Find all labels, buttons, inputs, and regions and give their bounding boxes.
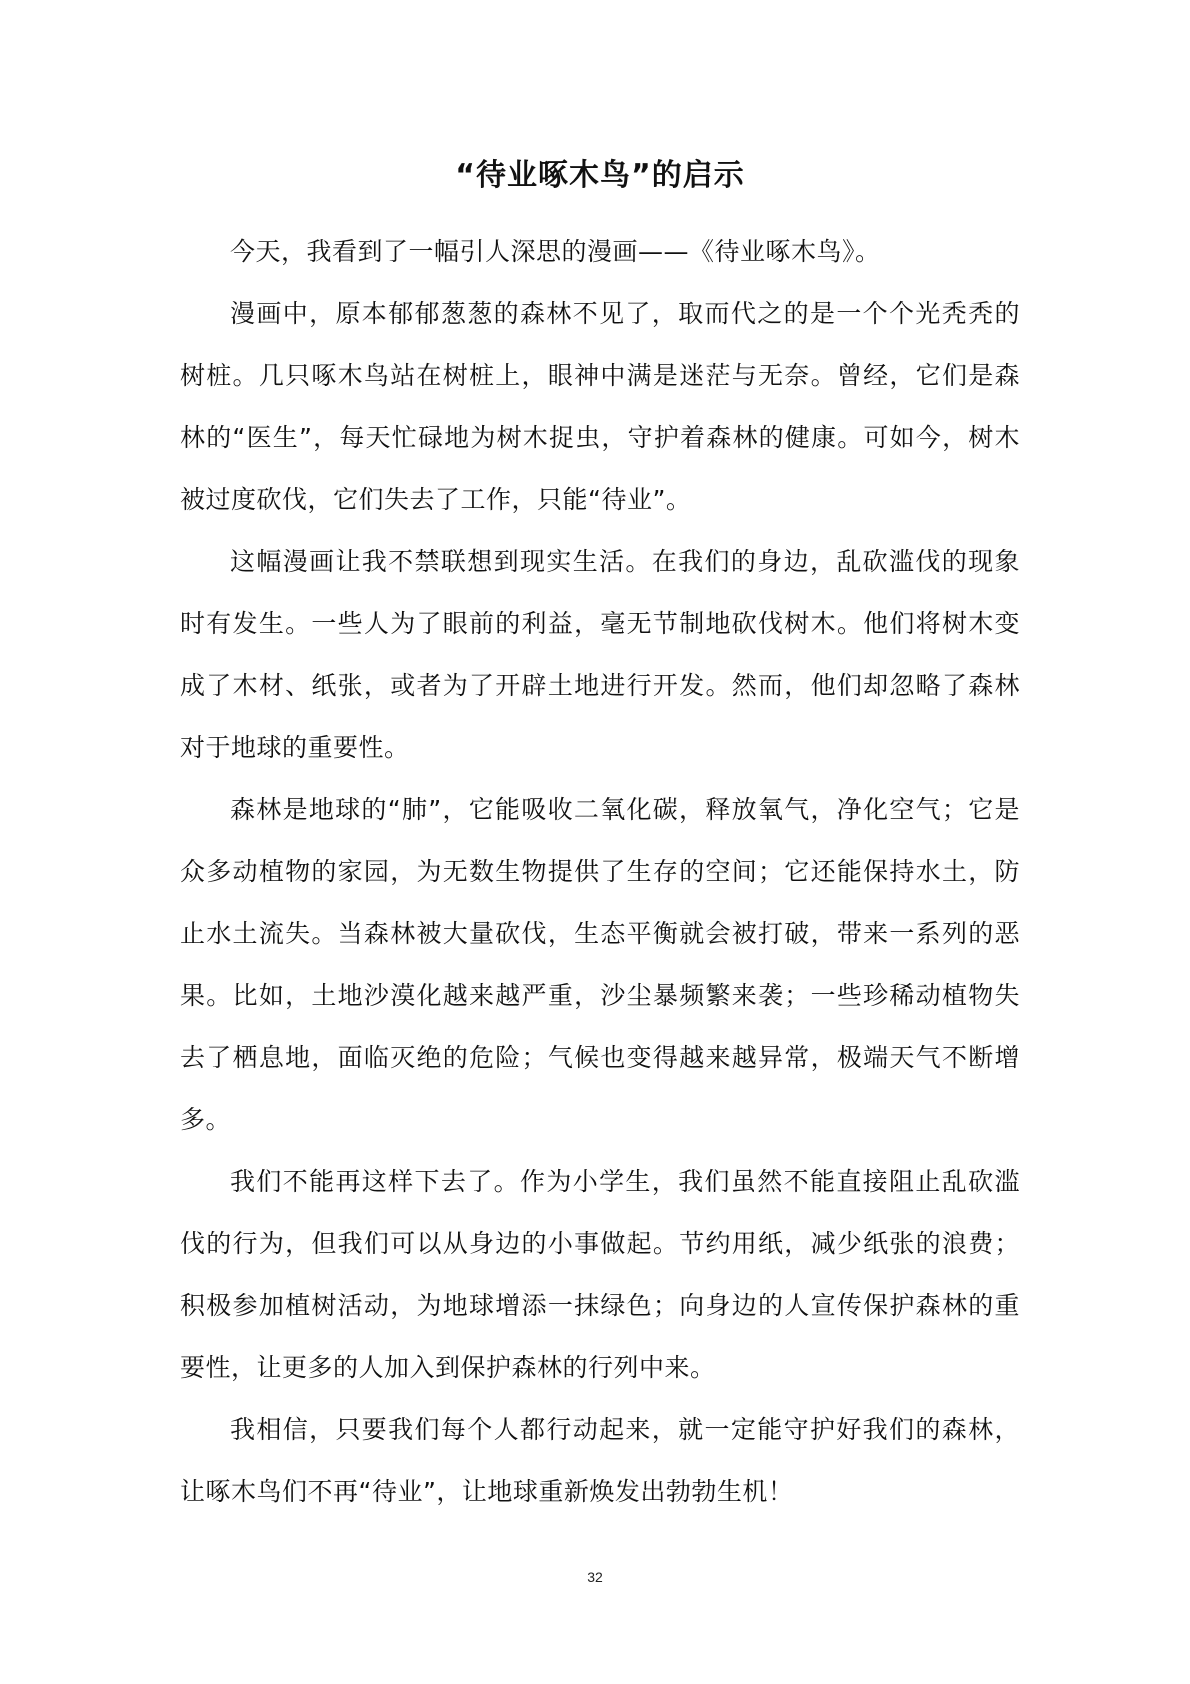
paragraph-reality: 这幅漫画让我不禁联想到现实生活。在我们的身边，乱砍滥伐的现象时有发生。一些人为了眼前的利益，毫无节制地砍伐树木。他们将树木变成了木材、纸张，或者为了开辟土地进行开发。然而，他们却忽略了森林对于地球的重要性。 [180,547,1020,762]
paragraph-action: 我们不能再这样下去了。作为小学生，我们虽然不能直接阻止乱砍滥伐的行为，但我们可以从身边的小事做起。节约用纸，减少纸张的浪费；积极参加植树活动，为地球增添一抹绿色；向身边的人宣传保护森林的重要性，让更多的人加入到保护森林的行列中来。 [180,1167,1020,1382]
paragraph-forest-importance: 森林是地球的“肺”，它能吸收二氧化碳，释放氧气，净化空气；它是众多动植物的家园，为无数生物提供了生存的空间；它还能保持水土，防止水土流失。当森林被大量砍伐，生态平衡就会被打破，带来一系列的恶果。比如，土地沙漠化越来越严重，沙尘暴频繁来袭；一些珍稀动植物失去了栖息地，面临灭绝的危险；气候也变得越来越异常，极端天气不断增多。 [180,795,1020,1134]
paragraph-conclusion: 我相信，只要我们每个人都行动起来，就一定能守护好我们的森林，让啄木鸟们不再“待业”，让地球重新焕发出勃勃生机！ [180,1415,1020,1506]
page-number: 32 [587,1569,603,1585]
paragraph-intro: 今天，我看到了一幅引人深思的漫画——《待业啄木鸟》。 [230,237,881,266]
essay-title: “待业啄木鸟”的启示 [455,158,745,193]
paragraph-comic-description: 漫画中，原本郁郁葱葱的森林不见了，取而代之的是一个个光秃秃的树桩。几只啄木鸟站在树桩上，眼神中满是迷茫与无奈。曾经，它们是森林的“医生”，每天忙碌地为树木捉虫，守护着森林的健康。可如今，树木被过度砍伐，它们失去了工作，只能“待业”。 [180,299,1020,514]
essay-body [180,145,1020,1523]
